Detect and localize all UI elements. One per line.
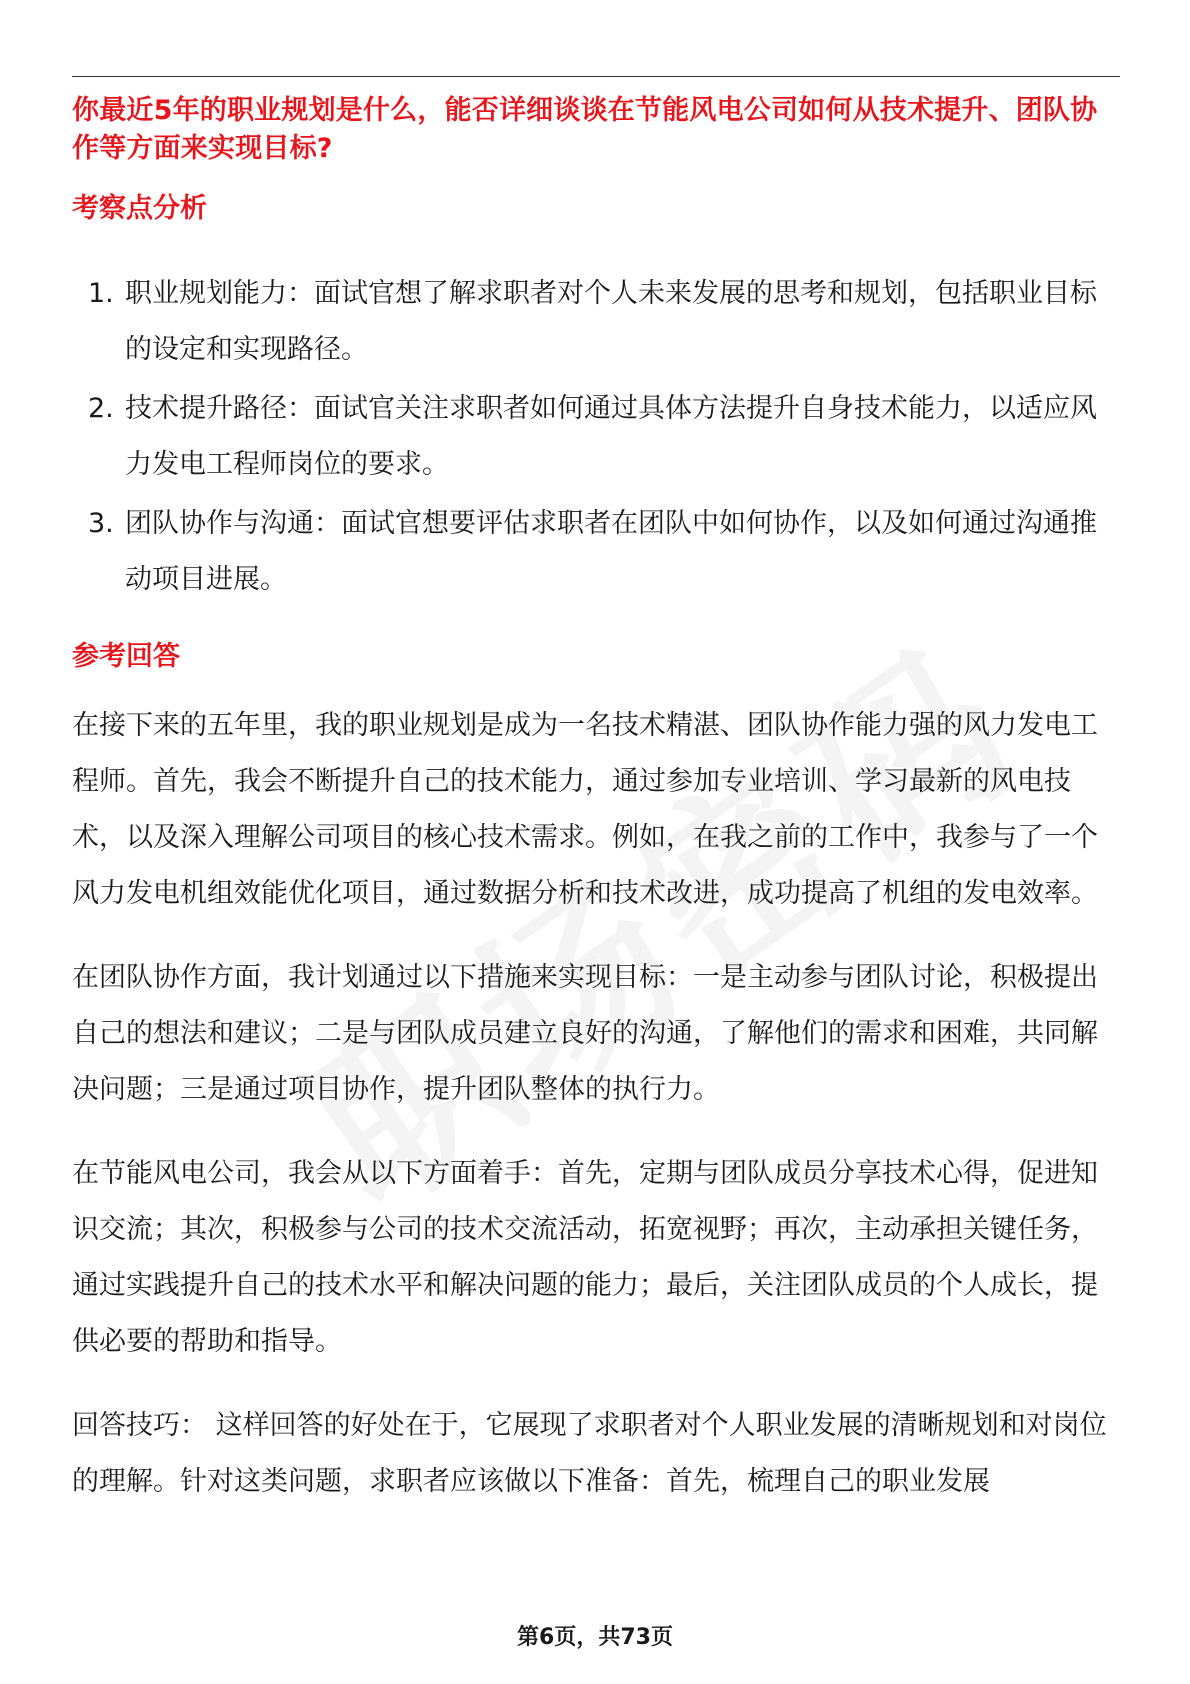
top-rule [72, 76, 1120, 77]
answer-heading: 参考回答 [72, 641, 180, 672]
answer-paragraph: 在团队协作方面，我计划通过以下措施来实现目标：一是主动参与团队讨论，积极提出自己的想法和建议；二是与团队成员建立良好的沟通，了解他们的需求和困难，共同解决问题；三是通过项目协作，提升团队整体的执行力。 [72, 962, 1098, 1105]
analysis-point [72, 266, 1122, 378]
point-text: 技术提升路径：面试官关注求职者如何通过具体方法提升自身技术能力，以适应风力发电工程师岗位的要求。 [125, 393, 1097, 480]
point-number: 2. [88, 393, 114, 424]
point-text: 职业规划能力：面试官想了解求职者对个人未来发展的思考和规划，包括职业目标的设定和实现路径。 [125, 278, 1097, 365]
page-content [72, 92, 1122, 1510]
point-number: 1. [88, 278, 114, 309]
answer-tips-paragraph: 回答技巧： 这样回答的好处在于，它展现了求职者对个人职业发展的清晰规划和对岗位的理解。针对这类问题，求职者应该做以下准备：首先，梳理自己的职业发展 [72, 1410, 1107, 1497]
answer-paragraph: 在接下来的五年里，我的职业规划是成为一名技术精湛、团队协作能力强的风力发电工程师。首先，我会不断提升自己的技术能力，通过参加专业培训、学习最新的风电技术，以及深入理解公司项目的核心技术需求。例如，在我之前的工作中，我参与了一个风力发电机组效能优化项目，通过数据分析和技术改进，成功提高了机组的发电效率。 [72, 710, 1098, 909]
analysis-point [72, 381, 1122, 493]
analysis-point [72, 496, 1122, 608]
page-number-footer: 第6页，共73页 [517, 1625, 673, 1650]
point-text: 团队协作与沟通：面试官想要评估求职者在团队中如何协作，以及如何通过沟通推动项目进展。 [125, 508, 1097, 595]
analysis-points [72, 266, 1122, 608]
question-title: 你最近5年的职业规划是什么，能否详细谈谈在节能风电公司如何从技术提升、团队协作等方面来实现目标? [72, 95, 1098, 164]
answer-paragraph: 在节能风电公司，我会从以下方面着手：首先，定期与团队成员分享技术心得，促进知识交流；其次，积极参与公司的技术交流活动，拓宽视野；再次，主动承担关键任务，通过实践提升自己的技术水平和解决问题的能力；最后，关注团队成员的个人成长，提供必要的帮助和指导。 [72, 1158, 1098, 1357]
point-number: 3. [88, 508, 114, 539]
analysis-heading: 考察点分析 [72, 193, 207, 224]
